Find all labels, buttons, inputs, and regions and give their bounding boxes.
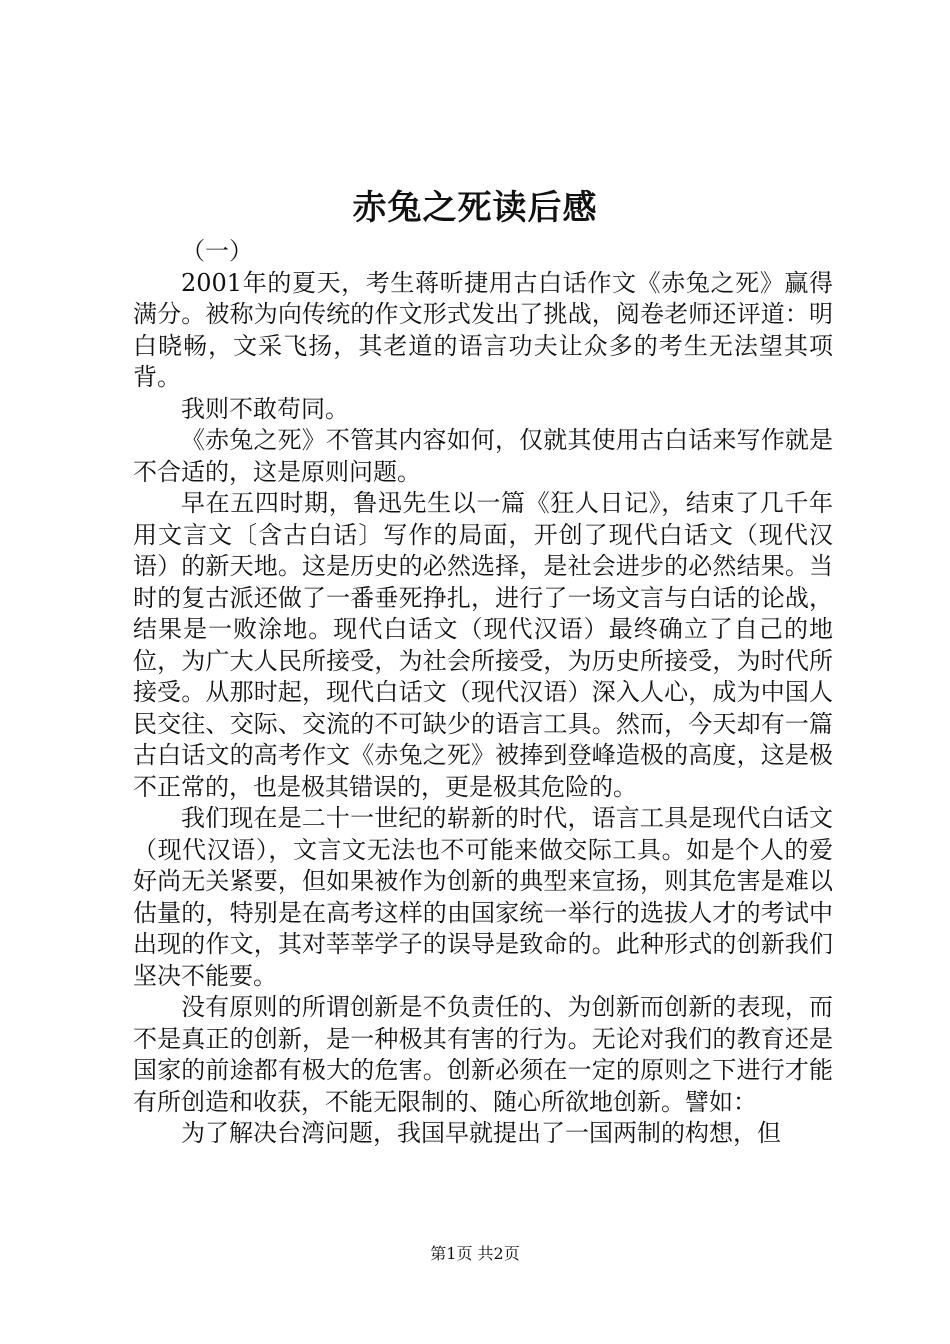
section-marker: （一） [181,237,253,265]
body-paragraph: 《赤兔之死》不管其内容如何，仅就其使用古白话来写作就是不合适的，这是原则问题。 [133,426,833,486]
body-paragraph: 2001年的夏天，考生蒋昕捷用古白话作文《赤兔之死》赢得满分。被称为向传统的作文形式发出了挑战，阅卷老师还评道：明白晓畅，文采飞扬，其老道的语言功夫让众多的考生无法望其项背。 [133,268,833,391]
body-paragraph: 早在五四时期，鲁迅先生以一篇《狂人日记》，结束了几千年用文言文〔含古白话〕写作的局面，开创了现代白话文（现代汉语）的新天地。这是历史的必然选择，是社会进步的必然结果。当时的复古派还做了一番垂死挣扎，进行了一场文言与白话的论战，结果是一败涂地。现代白话文（现代汉语）最终确立了自己的地位，为广大人民所接受，为社会所接受，为历史所接受，为时代所接受。从那时起，现代白话文（现代汉语）深入人心，成为中国人民交往、交际、交流的不可缺少的语言工具。然而，今天却有一篇古白话文的高考作文《赤兔之死》被捧到登峰造极的高度，这是极不正常的，也是极其错误的，更是极其危险的。 [133,489,833,801]
body-paragraph: 我则不敢苟同。 [181,394,349,423]
body-paragraph: 为了解决台湾问题，我国早就提出了一国两制的构想，但 [181,1119,781,1147]
document-title: 赤兔之死读后感 [352,188,598,228]
page-footer: 第1页 共2页 [430,1244,520,1263]
body-paragraph: 没有原则的所谓创新是不负责任的、为创新而创新的表现，而不是真正的创新，是一种极其有害的行为。无论对我们的教育还是国家的前途都有极大的危害。创新必须在一定的原则之下进行才能有所创造和收获，不能无限制的、随心所欲地创新。譬如： [133,993,833,1116]
body-paragraph: 我们现在是二十一世纪的崭新的时代，语言工具是现代白话文（现代汉语），文言文无法也不可能来做交际工具。如是个人的爱好尚无关紧要，但如果被作为创新的典型来宣扬，则其危害是难以估量的，特别是在高考这样的由国家统一举行的选拔人才的考试中出现的作文，其对莘莘学子的误导是致命的。此种形式的创新我们坚决不能要。 [133,804,833,990]
document-body [133,236,833,1150]
